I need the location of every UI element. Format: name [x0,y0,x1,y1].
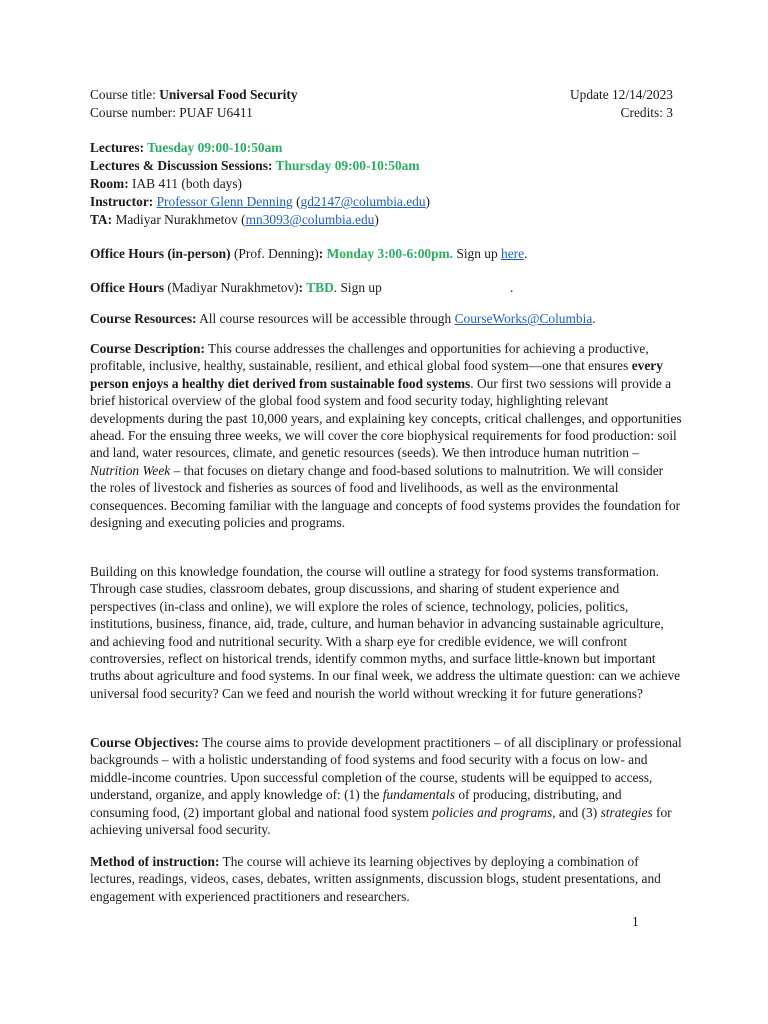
instructor-line: Instructor: Professor Glenn Denning (gd2147@columbia.edu) [90,194,431,209]
course-description: Course Description: This course addresses the challenges and opportunities for achieving a productive, profitable, inclusive, healthy, sustainable, resilient, and ethical global food system—one that ensures every person enjoys a healthy diet derived from sustainable food systems. Our first two sessions will provide a brief historical overview of the global food system and food security today, highlighting relevant developments during the past 10,000 years, and explaining key concepts, critical challenges, and opportunities ahead. For the ensuing three weeks, we will cover the core biophysical requirements for food production: soil and land, water resources, climate, and genetic resources (seeds). We then introduce human nutrition – Nutrition Week – that focuses on dietary change and food-based solutions to malnutrition. We will consider the roles of livestock and fisheries as sources of food and livelihoods, as well as the environmental consequences. Becoming familiar with the language and concepts of food systems provides the foundation for designing and executing policies and programs. [90,341,682,531]
office-hours-ta: Office Hours (Madiyar Nurakhmetov): TBD. Sign up [90,280,382,295]
signup-text-ta: Sign up [340,280,382,295]
ta-name: Madiyar Nurakhmetov [115,212,238,227]
course-title-line [90,86,298,103]
office-hours-ta-who: (Madiyar Nurakhmetov) [167,280,299,295]
signup-trailing-period: . [510,280,514,295]
lectures-line: Lectures: Tuesday 09:00-10:50am [90,140,283,155]
method-label: Method of instruction: [90,854,220,869]
course-number: PUAF U6411 [179,105,253,120]
credits: Credits: 3 [620,105,673,120]
instructor-label: Instructor: [90,194,154,209]
office-hours-ta-time: TBD [306,280,334,295]
discussion-time: Thursday 09:00-10:50am [275,158,420,173]
page-number: 1 [632,914,639,929]
resources-text: All course resources will be accessible through [199,311,452,326]
description-emphasis: every person enjoys a healthy diet derived from sustainable food systems [90,358,663,391]
instructor-email-link[interactable]: gd2147@columbia.edu [300,194,426,209]
instructor-link[interactable]: Professor Glenn Denning [156,194,293,209]
ta-label: TA: [90,212,113,227]
signup-here-link[interactable]: here [501,246,525,261]
lectures-label: Lectures [90,140,140,155]
office-hours-label: Office Hours (in-person) [90,246,231,261]
lectures-time: Tuesday 09:00-10:50am [147,140,283,155]
office-hours-time: Monday 3:00-6:00pm. [326,246,454,261]
course-description-2: Building on this knowledge foundation, the course will outline a strategy for food systems transformation. Through case studies, classroom debates, group discussions, and sharing of student experience and perspectives (in-class and online), we will explore the roles of science, technology, policies, politics, institutions, business, finance, aid, trade, culture, and human behavior in advancing sustainable agriculture, and achieving food and nutritional security. With a sharp eye for credible evidence, we will confront controversies, reflect on historical trends, identify common myths, and surface little-known but important truths about agriculture and food systems. In our final week, we address the ultimate question: can we achieve universal food security? Can we feed and nourish the world without wrecking it for future generations? [90,564,681,701]
course-resources: Course Resources: All course resources will be accessible through CourseWorks@Columbia. [90,311,596,326]
ta-email-link[interactable]: mn3093@columbia.edu [245,212,375,227]
nutrition-week: Nutrition Week [90,462,171,478]
objectives-label: Course Objectives: [90,735,199,750]
courseworks-link[interactable]: CourseWorks@Columbia [454,311,593,326]
room-line [90,175,242,192]
office-hours-who: (Prof. Denning) [233,246,319,261]
description-label: Course Description: [90,341,205,356]
resources-label: Course Resources: [90,311,197,326]
course-number-label: Course number: [90,105,180,120]
office-hours-denning: Office Hours (in-person) (Prof. Denning): Monday 3:00-6:00pm. Sign up here. [90,246,528,261]
course-title-label: Course title: [90,87,160,102]
discussion-label: Lectures & Discussion Sessions [90,158,268,173]
room-value: IAB 411 (both days) [132,176,243,191]
discussion-line: Lectures & Discussion Sessions: Thursday 09:00-10:50am [90,158,420,173]
update-date: Update 12/14/2023 [569,87,673,102]
course-title: Universal Food Security [159,87,298,102]
room-label: Room: [90,176,129,191]
office-hours-ta-label: Office Hours [90,280,165,295]
signup-text: Sign up [456,246,498,261]
ta-line: TA: Madiyar Nurakhmetov (mn3093@columbia.edu) [90,212,379,227]
course-number-line [90,104,253,121]
method-of-instruction: Method of instruction: The course will achieve its learning objectives by deploying a combination of lectures, readings, videos, cases, debates, written assignments, discussion blogs, student presentations, and engagement with experienced practitioners and researchers. [90,854,661,904]
course-objectives: Course Objectives: The course aims to provide development practitioners – of all disciplinary or professional backgrounds – with a holistic understanding of food systems and food security with a focus on low- and middle-income countries. Upon successful completion of the course, students will be equipped to access, understand, organize, and apply knowledge of: (1) the fundamentals of producing, distributing, and consuming food, (2) important global and national food system policies and programs, and (3) strategies for achieving universal food security. [90,735,682,838]
